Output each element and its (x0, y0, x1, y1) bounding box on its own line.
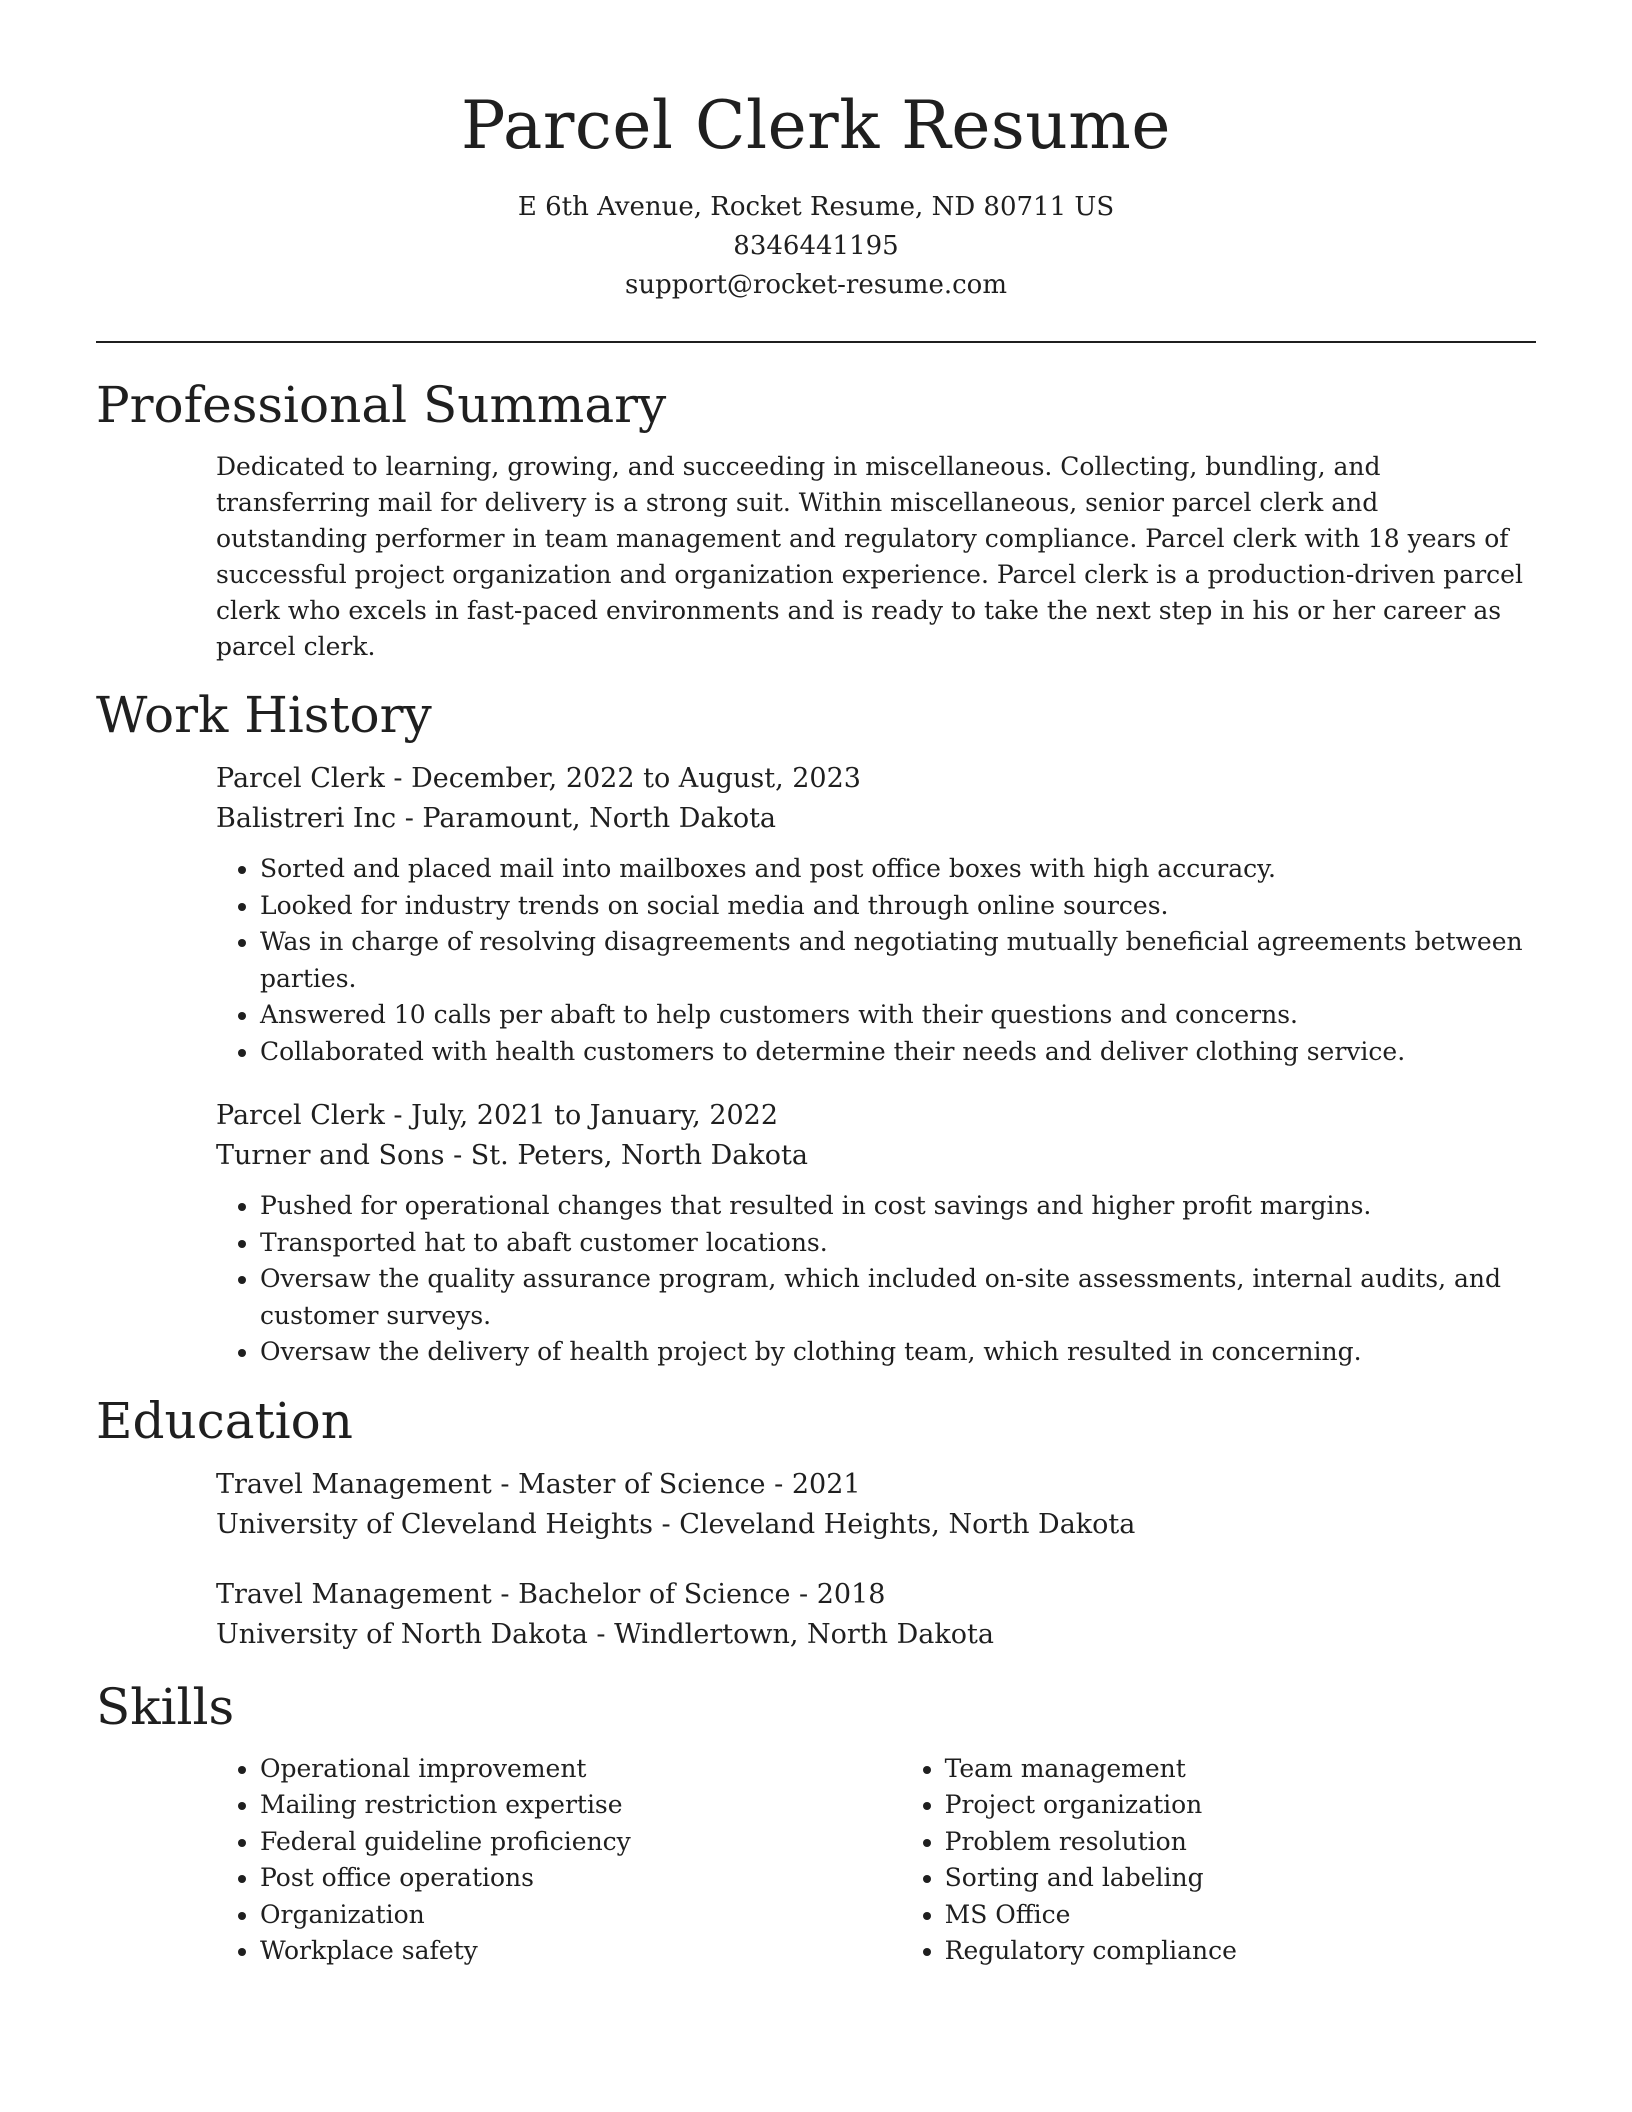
job-entry (216, 1096, 1536, 1371)
work-section (96, 685, 1536, 1371)
skill-item: • Federal guideline proficiency (260, 1824, 901, 1861)
summary-text: Dedicated to learning, growing, and succeeding in miscellaneous. Collecting, bundling, and transferring mail for delivery is a strong suit. Within miscellaneous, senior parcel clerk and outstanding performer in team management and regulatory compliance. Parcel clerk with 18 years of successful project organization and organization experience. Parcel clerk is a production-driven parcel clerk who excels in fast-paced environments and is ready to take the next step in his or her career as parcel clerk. (216, 452, 1523, 661)
contact-address: E 6th Avenue, Rocket Resume, ND 80711 US (517, 192, 1115, 222)
degree-year: - 2021 (765, 1468, 861, 1500)
job-bullet: • Oversaw the delivery of health project by clothing team, which resulted in concerning. (260, 1334, 1536, 1371)
job-bullet: • Answered 10 calls per abaft to help customers with their questions and concerns. (260, 997, 1536, 1034)
job-location: - St. Peters, North Dakota (444, 1140, 808, 1171)
job-bullet: • Was in charge of resolving disagreements and negotiating mutually beneficial agreements between parties. (260, 924, 1536, 997)
skill-item: • Sorting and labeling (945, 1860, 1536, 1897)
job-title-line (216, 1096, 1536, 1136)
skill-item: • Regulatory compliance (945, 1933, 1536, 1970)
skills-column-2 (901, 1751, 1536, 1970)
work-heading: Work History (96, 686, 432, 744)
job-bullet: • Sorted and placed mail into mailboxes and post office boxes with high accuracy. (260, 851, 1536, 888)
skills-grid (216, 1751, 1536, 1970)
job-bullet: • Oversaw the quality assurance program, which included on-site assessments, internal audits, and customer surveys. (260, 1261, 1536, 1334)
education-entry (216, 1575, 1536, 1655)
job-bullet: • Transported hat to abaft customer locations. (260, 1225, 1536, 1262)
contact-email: support@rocket-resume.com (624, 270, 1007, 300)
job-title-line (216, 759, 1536, 799)
job-dates: - July, 2021 to January, 2022 (384, 1100, 779, 1131)
header-divider (96, 341, 1536, 343)
school-name: University of North Dakota (216, 1618, 588, 1650)
contact-phone: 8346441195 (733, 231, 899, 261)
job-location: - Paramount, North Dakota (396, 803, 777, 834)
skills-heading: Skills (96, 1677, 235, 1736)
resume-header (96, 0, 1536, 305)
skill-item: • Team management (945, 1751, 1536, 1788)
skill-item: • Workplace safety (260, 1933, 901, 1970)
job-dates: - December, 2022 to August, 2023 (384, 763, 861, 794)
skills-section (96, 1677, 1536, 1970)
skill-item: • Problem resolution (945, 1824, 1536, 1861)
education-section (96, 1391, 1536, 1655)
job-title: Parcel Clerk (216, 763, 385, 794)
degree-line (216, 1465, 1536, 1505)
skill-item: • Mailing restriction expertise (260, 1787, 901, 1824)
resume-title: Parcel Clerk Resume (461, 87, 1171, 164)
job-company: Turner and Sons (216, 1140, 445, 1171)
school-name: University of Cleveland Heights (216, 1508, 653, 1540)
job-bullet: • Pushed for operational changes that resulted in cost savings and higher profit margins. (260, 1188, 1536, 1225)
education-entry (216, 1465, 1536, 1545)
job-company: Balistreri Inc (216, 803, 397, 834)
skill-item: • Operational improvement (260, 1751, 901, 1788)
skill-item: • Organization (260, 1897, 901, 1934)
degree-line (216, 1575, 1536, 1615)
school-line (216, 1505, 1536, 1545)
school-line (216, 1615, 1536, 1655)
skill-item: • MS Office (945, 1897, 1536, 1934)
summary-section (96, 375, 1536, 665)
contact-block (96, 188, 1536, 305)
skill-item: • Post office operations (260, 1860, 901, 1897)
summary-heading: Professional Summary (96, 376, 667, 434)
school-location: - Windlertown, North Dakota (587, 1618, 994, 1650)
school-location: - Cleveland Heights, North Dakota (652, 1508, 1136, 1540)
degree-year: - 2018 (790, 1578, 886, 1610)
job-entry (216, 759, 1536, 1070)
degree: Travel Management - Master of Science (216, 1468, 766, 1500)
skill-item: • Project organization (945, 1787, 1536, 1824)
job-bullets (216, 1188, 1536, 1371)
job-title: Parcel Clerk (216, 1100, 385, 1131)
job-company-line (216, 1136, 1536, 1176)
education-heading: Education (96, 1391, 353, 1450)
job-company-line (216, 799, 1536, 839)
job-bullets (216, 851, 1536, 1070)
degree: Travel Management - Bachelor of Science (216, 1578, 791, 1610)
skills-column-1 (216, 1751, 901, 1970)
job-bullet: • Looked for industry trends on social media and through online sources. (260, 888, 1536, 925)
job-bullet: • Collaborated with health customers to determine their needs and deliver clothing service. (260, 1034, 1536, 1071)
